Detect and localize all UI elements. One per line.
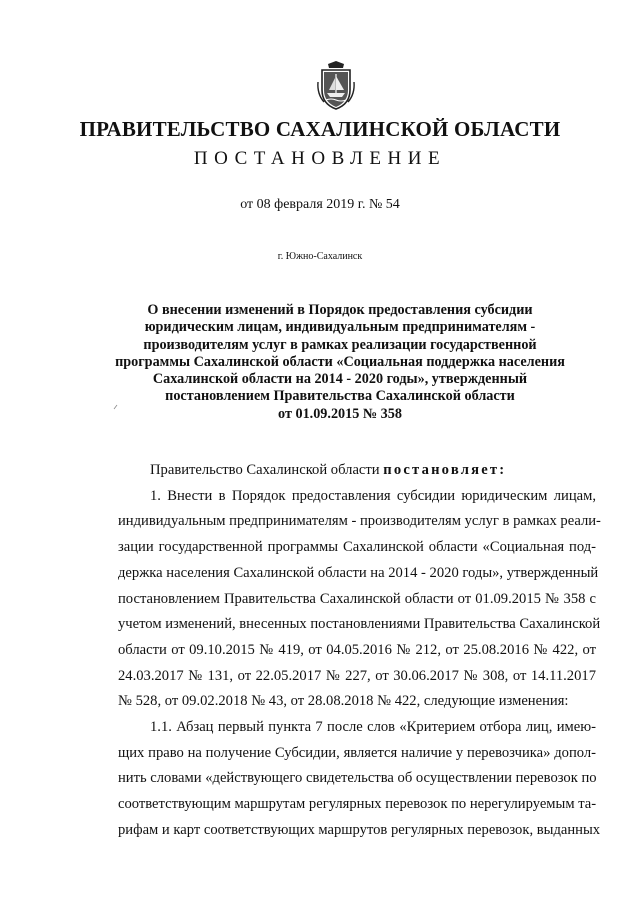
subject-line: юридическим лицам, индивидуальным предпринимателям - <box>144 319 536 336</box>
paragraph-line: учетом изменений, внесенных постановлениями Правительства Сахалинской <box>118 616 601 633</box>
document-city: г. Южно-Сахалинск <box>277 251 363 262</box>
paragraph-line: области от 09.10.2015 № 419, от 04.05.2016 № 212, от 25.08.2016 № 422, от <box>118 641 596 658</box>
decree-intro-text: Правительство Сахалинской области <box>150 462 384 478</box>
paragraph-line: зации государственной программы Сахалинской области «Социальная под- <box>118 539 596 556</box>
paragraph-line: рифам и карт соответствующих маршрутов регулярных перевозок, выданных <box>118 821 601 838</box>
paragraph-line: № 528, от 09.02.2018 № 43, от 28.08.2018 № 422, следующие изменения: <box>118 693 569 710</box>
subject-line: постановлением Правительства Сахалинской области <box>165 388 515 405</box>
paragraph-line: 1.1. Абзац первый пункта 7 после слов «Критерием отбора лиц, имею- <box>150 719 596 736</box>
document-body <box>118 458 601 844</box>
document-type: ПОСТАНОВЛЕНИЕ <box>193 148 447 169</box>
subject-line: от 01.09.2015 № 358 <box>278 405 402 422</box>
paragraph-line: нить словами «действующего свидетельства об осуществлении перевозок по <box>118 770 597 787</box>
paragraph-line: держка населения Сахалинской области на 2014 - 2020 годы», утвержденный <box>118 564 599 581</box>
paragraph-line: соответствующим маршрутам регулярных перевозок по нерегулируемым та- <box>118 796 597 813</box>
paragraph-line: 1. Внести в Порядок предоставления субсидии юридическим лицам, <box>150 487 596 504</box>
stray-mark <box>113 404 119 410</box>
subject-line: О внесении изменений в Порядок предоставления субсидии <box>147 302 533 318</box>
paragraph-line: 24.03.2017 № 131, от 22.05.2017 № 227, от 30.06.2017 № 308, от 14.11.2017 <box>118 667 596 684</box>
subject-line: производителям услуг в рамках реализации государственной <box>143 336 537 353</box>
document-subject <box>110 302 570 423</box>
paragraph-1-1 <box>118 715 601 844</box>
sakhalin-coat-of-arms-icon <box>316 60 356 110</box>
paragraph-1 <box>118 484 601 715</box>
decree-intro <box>118 458 596 484</box>
subject-line: программы Сахалинской области «Социальная поддержка населения <box>115 353 565 370</box>
paragraph-line: щих право на получение Субсидии, является наличие у перевозчика» допол- <box>118 744 596 761</box>
paragraph-line: индивидуальным предпринимателям - производителям услуг в рамках реали- <box>118 513 601 530</box>
document-date-number: от 08 февраля 2019 г. № 54 <box>240 197 400 212</box>
decree-keyword: постановляет: <box>383 462 507 478</box>
government-title: ПРАВИТЕЛЬСТВО САХАЛИНСКОЙ ОБЛАСТИ <box>79 117 561 141</box>
paragraph-line: постановлением Правительства Сахалинской области от 01.09.2015 № 358 с <box>118 590 596 607</box>
subject-line: Сахалинской области на 2014 - 2020 годы», утвержденный <box>152 371 528 388</box>
